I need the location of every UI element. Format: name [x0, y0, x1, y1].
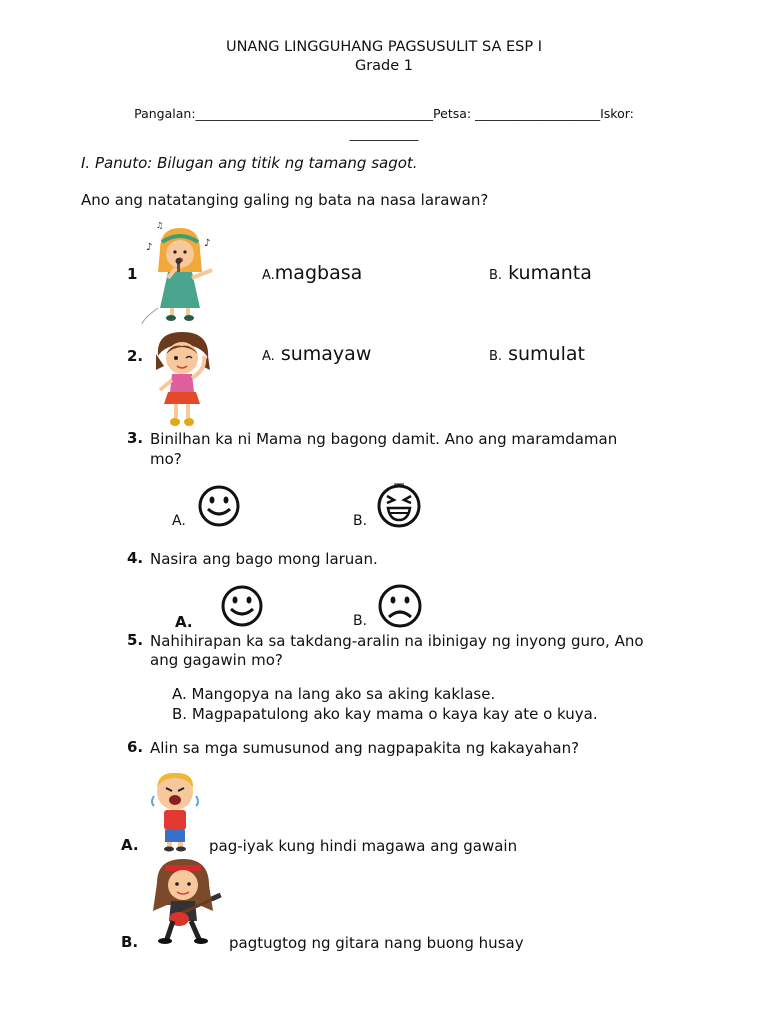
- score-label: Iskor:: [600, 106, 634, 121]
- q1-number: 1: [127, 265, 138, 283]
- svg-text:♫: ♫: [156, 221, 164, 230]
- q2-option-a[interactable]: A. sumayaw: [262, 343, 372, 365]
- q1-option-a[interactable]: A.magbasa: [262, 262, 363, 284]
- q2-option-b[interactable]: B. sumulat: [489, 343, 585, 365]
- svg-text:♪: ♪: [204, 238, 211, 249]
- q6-option-a-letter[interactable]: A.: [121, 836, 139, 854]
- q4-text: Nasira ang bago mong laruan.: [150, 550, 378, 568]
- happy-face-icon[interactable]: [196, 485, 242, 527]
- laughing-face-icon[interactable]: [374, 482, 424, 528]
- date-label: Petsa:: [433, 106, 472, 121]
- sad-face-icon[interactable]: [375, 583, 425, 629]
- singing-girl-image: [140, 220, 220, 324]
- q4-option-a[interactable]: A.: [175, 613, 193, 631]
- q3-text-line2: mo?: [150, 450, 182, 468]
- svg-text:♪: ♪: [146, 242, 153, 253]
- q1-option-b[interactable]: B. kumanta: [489, 262, 592, 284]
- q3-text-line1: Binilhan ka ni Mama ng bagong damit. Ano ang maramdaman: [150, 430, 618, 448]
- q3-number: 3.: [127, 429, 144, 447]
- q5-text-line1: Nahihirapan ka sa takdang-aralin na ibinigay ng inyong guro, Ano: [150, 632, 644, 650]
- q5-number: 5.: [127, 631, 144, 649]
- q6-option-b-text[interactable]: pagtugtog ng gitara nang buong husay: [229, 934, 524, 952]
- q6-text: Alin sa mga sumusunod ang nagpapakita ng kakayahan?: [150, 739, 580, 757]
- q5-option-b[interactable]: B. Magpapatulong ako kay mama o kaya kay ate o kuya.: [172, 705, 598, 723]
- date-blank: ____________________: [471, 106, 601, 121]
- q6-option-b-letter[interactable]: B.: [121, 933, 139, 951]
- q3-option-b[interactable]: B.: [353, 513, 368, 529]
- crying-boy-image: [142, 770, 208, 852]
- name-blank: ______________________________________: [195, 106, 434, 121]
- name-label: Pangalan:: [134, 106, 196, 121]
- score-blank: ___________: [349, 126, 419, 141]
- q6-option-a-text[interactable]: pag-iyak kung hindi magawa ang gawain: [209, 837, 518, 855]
- student-info: [0, 104, 768, 144]
- grade-label: Grade 1: [354, 58, 414, 74]
- main-question: Ano ang natatanging galing ng bata na nasa larawan?: [81, 191, 489, 209]
- q5-text-line2: ang gagawin mo?: [150, 651, 283, 669]
- q5-option-a[interactable]: A. Mangopya na lang ako sa aking kaklase.: [172, 685, 496, 703]
- dancing-girl-image: [150, 330, 214, 430]
- q4-number: 4.: [127, 549, 144, 567]
- q2-number: 2.: [127, 347, 144, 365]
- instructions: I. Panuto: Bilugan ang titik ng tamang sagot.: [81, 154, 418, 172]
- worksheet-title: UNANG LINGGUHANG PAGSUSULIT SA ESP I: [225, 39, 543, 55]
- happy-face-icon[interactable]: [219, 585, 265, 627]
- q6-number: 6.: [127, 738, 144, 756]
- guitar-girl-image: [143, 855, 229, 947]
- q4-option-b[interactable]: B.: [353, 613, 368, 629]
- q3-option-a[interactable]: A.: [172, 513, 186, 529]
